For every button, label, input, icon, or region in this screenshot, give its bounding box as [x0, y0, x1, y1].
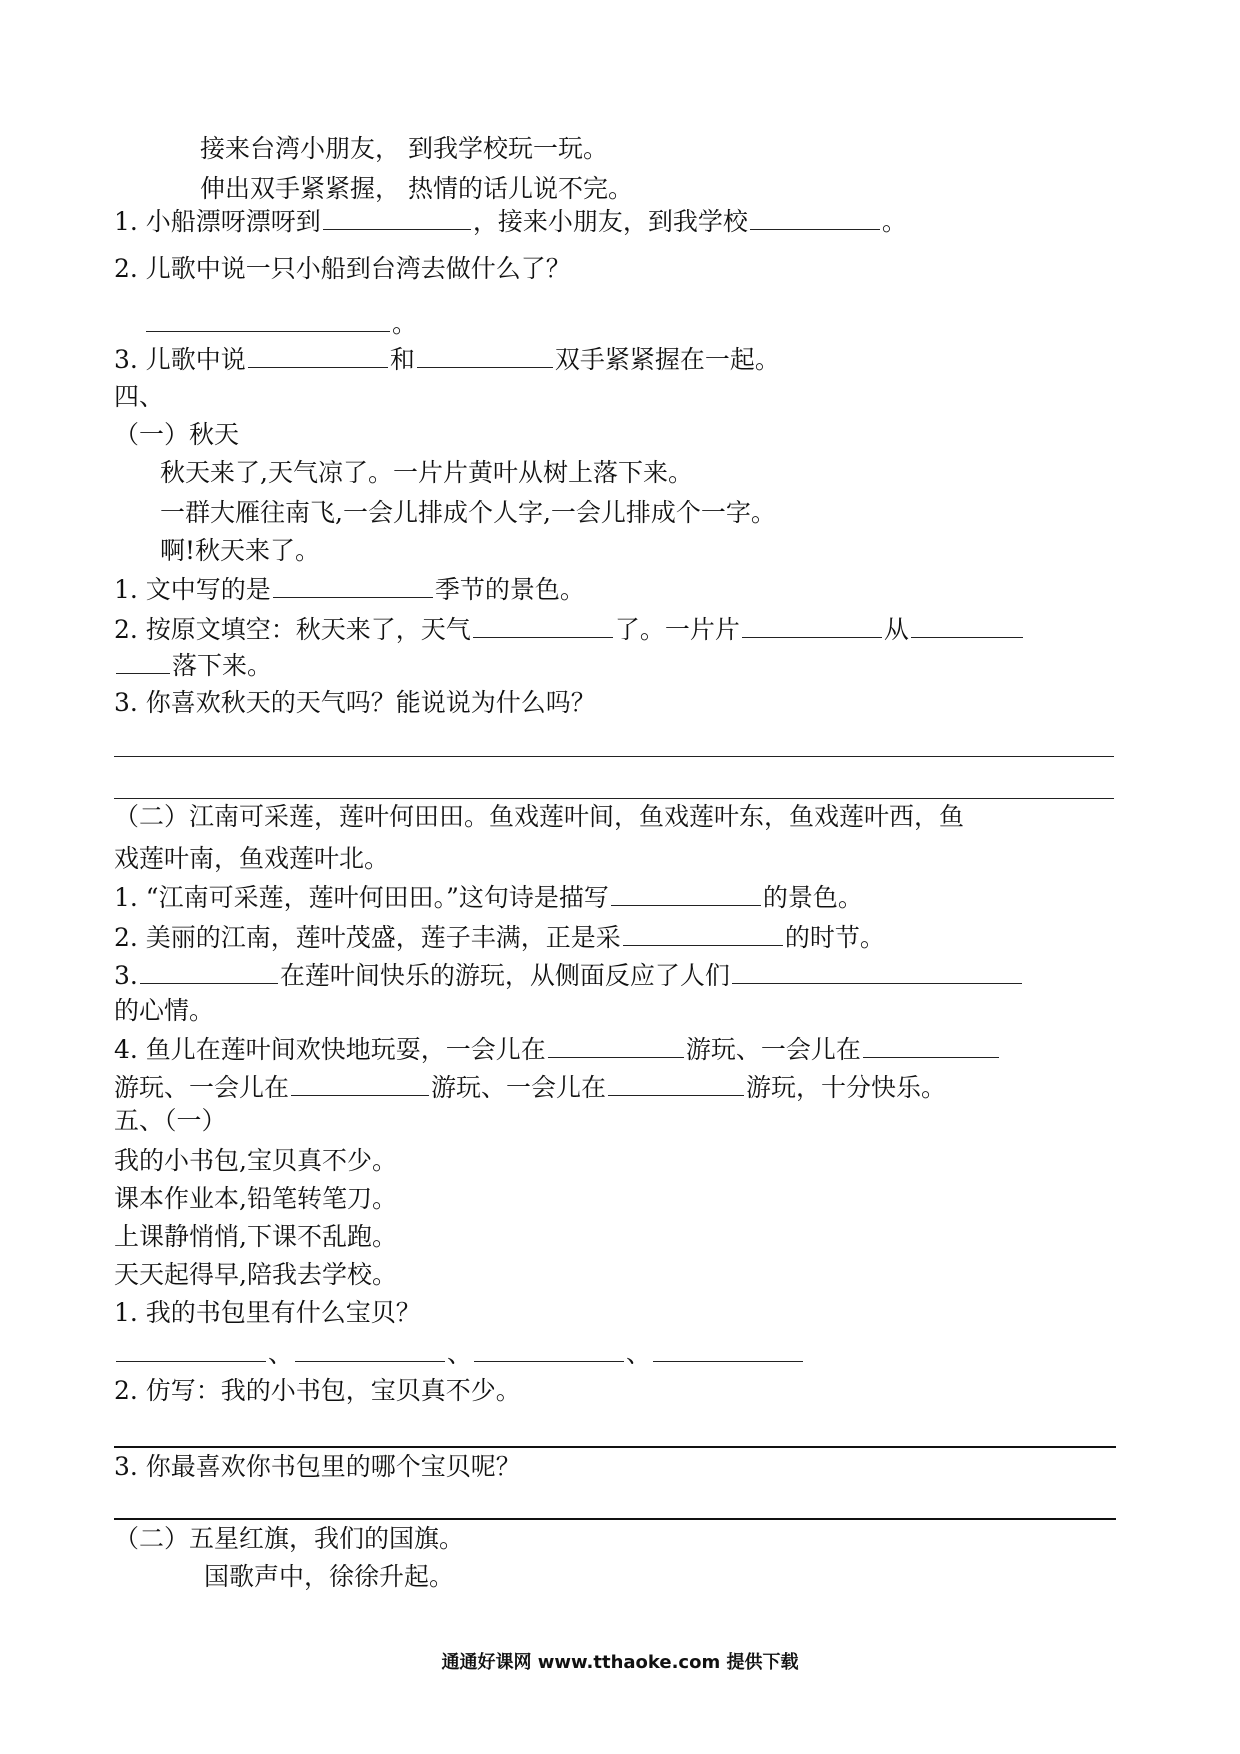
question-text: 。: [392, 309, 418, 338]
answer-blank[interactable]: [611, 880, 761, 906]
question-text: 双手紧紧握在一起。: [554, 345, 780, 374]
answer-blank[interactable]: [295, 1336, 445, 1362]
passage-line: 课本作业本,铅笔转笔刀。: [114, 1184, 397, 1213]
answer-line[interactable]: [114, 756, 1114, 757]
question-2: 2. 仿写：我的小书包，宝贝真不少。: [114, 1376, 521, 1405]
question-3-cont: 的心情。: [114, 996, 215, 1025]
question-text: 游玩、一会儿在: [431, 1073, 607, 1102]
answer-blank[interactable]: [911, 612, 1023, 638]
answer-blank[interactable]: [417, 342, 553, 368]
question-text: 落下来。: [172, 651, 273, 680]
question-text: 1. 小船漂呀漂呀到: [114, 207, 321, 236]
answer-blank[interactable]: [548, 1032, 684, 1058]
question-text: 3. 儿歌中说: [114, 345, 246, 374]
question-text: 季节的景色。: [434, 575, 585, 604]
question-1: [114, 880, 863, 915]
question-2: [114, 920, 885, 955]
question-2: 2. 儿歌中说一只小船到台湾去做什么了？: [114, 254, 571, 283]
answer-blank[interactable]: [653, 1336, 803, 1362]
question-text: 1. 文中写的是: [114, 575, 271, 604]
poem-line: 伸出双手紧紧握， 热情的话儿说不完。: [200, 174, 633, 203]
question-2-answer: [144, 306, 417, 341]
answer-blank[interactable]: [291, 1070, 429, 1096]
question-3: [114, 342, 780, 377]
passage-line: 啊!秋天来了。: [160, 536, 321, 565]
answer-blank[interactable]: [742, 612, 882, 638]
answer-line[interactable]: [114, 1446, 1116, 1448]
passage-line: 一群大雁往南飞,一会儿排成个人字,一会儿排成个一字。: [160, 498, 776, 527]
question-1: 1. 我的书包里有什么宝贝？: [114, 1298, 421, 1327]
question-4: [114, 1032, 1001, 1067]
answer-blank[interactable]: [474, 1336, 624, 1362]
question-text: 从: [883, 615, 909, 644]
answer-blank[interactable]: [323, 204, 471, 230]
section-heading: 四、: [114, 382, 165, 411]
poem-line: 接来台湾小朋友， 到我学校玩一玩。: [200, 134, 608, 163]
passage-line: 秋天来了,天气凉了。一片片黄叶从树上落下来。: [160, 458, 693, 487]
question-text: 2. 按原文填空：秋天来了，天气: [114, 615, 471, 644]
question-text: 游玩，十分快乐。: [746, 1073, 947, 1102]
question-text: 了。一片片: [614, 615, 740, 644]
question-2-cont: [114, 648, 272, 683]
separator: 、: [626, 1339, 652, 1368]
separator: 、: [268, 1339, 294, 1368]
passage-line: 上课静悄悄,下课不乱跑。: [114, 1222, 397, 1251]
passage-line: （二）五星红旗，我们的国旗。: [114, 1524, 465, 1553]
answer-blank[interactable]: [116, 648, 170, 674]
question-text: 的景色。: [762, 883, 863, 912]
question-text: 3.: [114, 961, 138, 990]
question-1: [114, 204, 907, 239]
answer-blank[interactable]: [116, 1336, 266, 1362]
passage-line: （二）江南可采莲，莲叶何田田。鱼戏莲叶间，鱼戏莲叶东，鱼戏莲叶西，鱼: [114, 802, 965, 831]
answer-blank[interactable]: [248, 342, 388, 368]
question-2: [114, 612, 1025, 647]
passage-line: 天天起得早,陪我去学校。: [114, 1260, 397, 1289]
question-text: 的时节。: [784, 923, 885, 952]
footer-credit: 通通好课网 www.tthaoke.com 提供下载: [441, 1652, 799, 1673]
passage-line: 我的小书包,宝贝真不少。: [114, 1146, 397, 1175]
answer-blank[interactable]: [273, 572, 433, 598]
answer-blank[interactable]: [608, 1070, 744, 1096]
question-text: 。: [881, 207, 907, 236]
question-text: 1. “江南可采莲，莲叶何田田。”这句诗是描写: [114, 883, 609, 912]
answer-line[interactable]: [114, 798, 1114, 799]
question-3: 3. 你喜欢秋天的天气吗？能说说为什么吗？: [114, 688, 596, 717]
question-1-answers: [114, 1336, 805, 1371]
question-text: ，接来小朋友，到我学校: [472, 207, 748, 236]
answer-blank[interactable]: [750, 204, 880, 230]
question-text: 游玩、一会儿在: [685, 1035, 861, 1064]
question-3: [114, 958, 1024, 993]
passage-title: （一）秋天: [114, 420, 240, 449]
question-3: 3. 你最喜欢你书包里的哪个宝贝呢？: [114, 1452, 521, 1481]
passage-line: 国歌声中，徐徐升起。: [204, 1562, 455, 1591]
passage-line: 戏莲叶南，鱼戏莲叶北。: [114, 844, 390, 873]
question-text: 游玩、一会儿在: [114, 1073, 290, 1102]
answer-blank[interactable]: [473, 612, 613, 638]
question-text: 在莲叶间快乐的游玩，从侧面反应了人们: [279, 961, 730, 990]
question-text: 和: [389, 345, 415, 374]
section-heading: 五、（一）: [114, 1106, 227, 1135]
answer-blank[interactable]: [140, 958, 278, 984]
answer-blank[interactable]: [863, 1032, 999, 1058]
question-4-cont: [114, 1070, 946, 1105]
question-text: 4. 鱼儿在莲叶间欢快地玩耍，一会儿在: [114, 1035, 546, 1064]
answer-blank[interactable]: [146, 306, 390, 332]
answer-blank[interactable]: [623, 920, 783, 946]
answer-blank[interactable]: [732, 958, 1022, 984]
answer-line[interactable]: [114, 1518, 1116, 1520]
question-1: [114, 572, 585, 607]
question-text: 2. 美丽的江南，莲叶茂盛，莲子丰满，正是采: [114, 923, 621, 952]
separator: 、: [447, 1339, 473, 1368]
